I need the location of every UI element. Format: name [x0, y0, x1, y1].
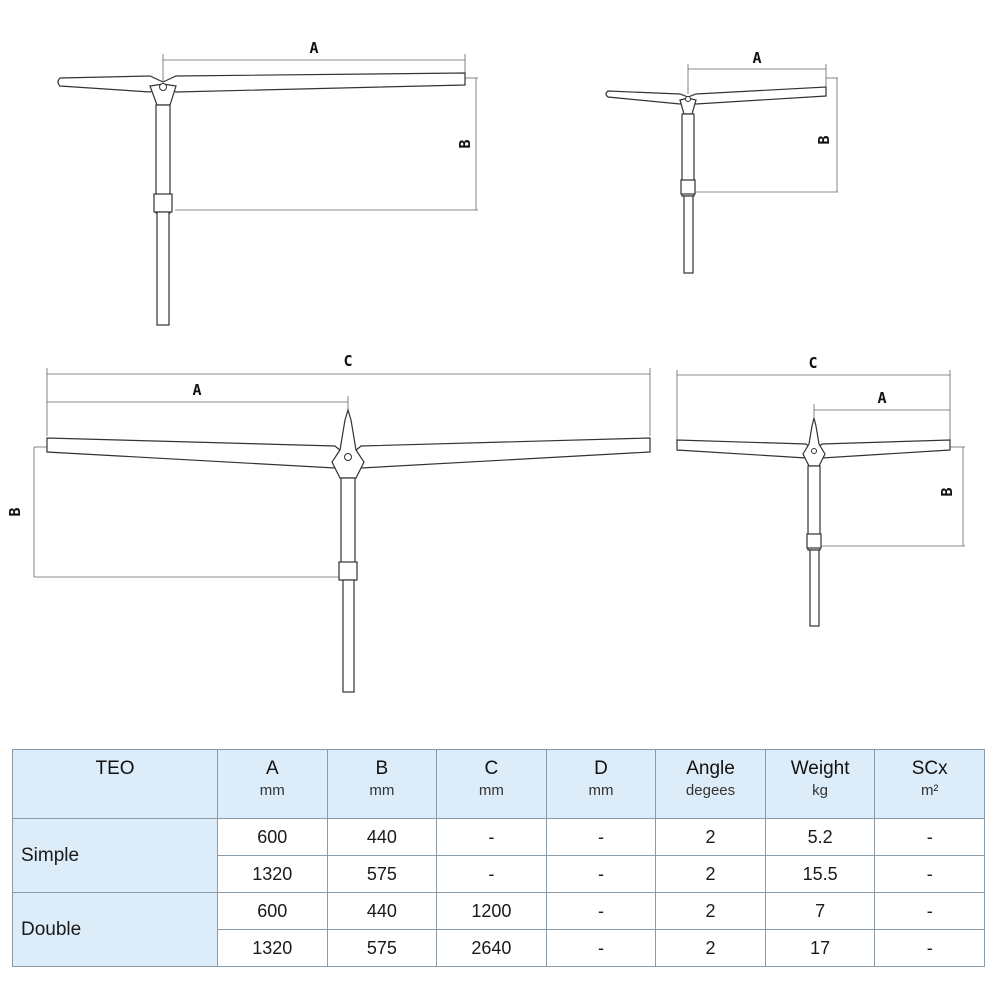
header-b: B mm — [327, 750, 437, 819]
table-cell: 7 — [765, 893, 875, 930]
table-cell: - — [875, 893, 985, 930]
lower-post — [157, 212, 169, 325]
table-cell: 1320 — [218, 856, 328, 893]
header-model: TEO — [13, 750, 218, 819]
table-cell: 575 — [327, 856, 437, 893]
table-cell: 15.5 — [765, 856, 875, 893]
table-row — [13, 819, 985, 856]
drawing-simple-large — [58, 39, 478, 325]
crossbar — [58, 73, 465, 92]
table-cell: 17 — [765, 930, 875, 967]
table-cell: 600 — [218, 893, 328, 930]
table-cell: 2640 — [437, 930, 547, 967]
left-crossbar — [677, 440, 814, 458]
right-crossbar — [814, 440, 950, 458]
dim-label-b: B — [938, 487, 956, 497]
dim-label-c: C — [343, 352, 353, 370]
header-a: A mm — [218, 750, 328, 819]
mast-junction — [332, 410, 364, 478]
mast-junction — [803, 418, 825, 466]
dim-label-a: A — [192, 381, 202, 399]
table-header-row — [13, 750, 985, 819]
header-scx: SCx m² — [875, 750, 985, 819]
lower-post — [343, 580, 354, 692]
header-d: D mm — [546, 750, 656, 819]
group-label-simple: Simple — [13, 819, 218, 893]
table-cell: 2 — [656, 819, 766, 856]
table-cell: 1320 — [218, 930, 328, 967]
dim-label-a: A — [877, 389, 887, 407]
table-cell: 440 — [327, 893, 437, 930]
table-cell: - — [546, 893, 656, 930]
header-angle: Angle degees — [656, 750, 766, 819]
dim-label-b: B — [456, 139, 474, 149]
table-row — [13, 893, 985, 930]
table-cell: 440 — [327, 819, 437, 856]
left-crossbar — [47, 438, 348, 468]
drawing-simple-small — [606, 49, 838, 273]
right-crossbar — [348, 438, 650, 468]
lower-post — [684, 196, 693, 273]
table-cell: 600 — [218, 819, 328, 856]
table-cell: - — [875, 819, 985, 856]
table-cell: 575 — [327, 930, 437, 967]
lower-post — [810, 550, 819, 626]
spec-table — [12, 749, 985, 967]
table-cell: 2 — [656, 930, 766, 967]
table-cell: - — [875, 856, 985, 893]
table-cell: - — [875, 930, 985, 967]
table-cell: - — [437, 819, 547, 856]
dim-label-b: B — [815, 135, 833, 145]
group-label-double: Double — [13, 893, 218, 967]
table-cell: - — [546, 819, 656, 856]
drawing-double-small — [677, 354, 965, 626]
dim-label-a: A — [752, 49, 762, 67]
crossbar — [606, 87, 826, 104]
header-weight: Weight kg — [765, 750, 875, 819]
table-cell: 5.2 — [765, 819, 875, 856]
drawing-double-large — [6, 352, 650, 692]
table-cell: 1200 — [437, 893, 547, 930]
table-cell: 2 — [656, 856, 766, 893]
table-cell: - — [437, 856, 547, 893]
table-cell: 2 — [656, 893, 766, 930]
header-c: C mm — [437, 750, 547, 819]
table-cell: - — [546, 930, 656, 967]
dim-label-a: A — [309, 39, 319, 57]
dim-label-c: C — [808, 354, 818, 372]
table-cell: - — [546, 856, 656, 893]
dim-label-b: B — [6, 507, 24, 517]
